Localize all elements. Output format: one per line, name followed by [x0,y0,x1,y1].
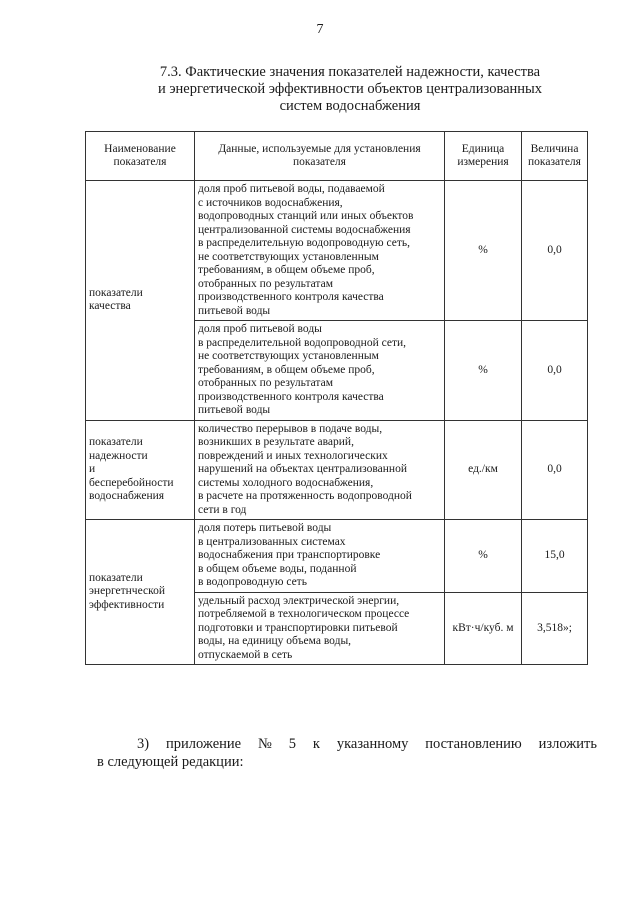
row-unit: % [445,520,522,593]
row-data-text: удельный расход электрической энергии, потребляемой в технологическом процессе подготовки и транспортировки питьевой воды, на единицу объема воды, отпускаемой в сеть [195,592,445,665]
paragraph-word: постановлению [425,736,522,752]
table-header-row [86,132,588,181]
table-row [86,520,588,593]
row-data-text: количество перерывов в подаче воды, возникших в результате аварий, повреждений и иных технологических нарушений на объектах централизованной системы холодного водоснабжения, в расчете на протяженность водопроводной сети в год [195,420,445,520]
paragraph-first-line [97,735,597,753]
paragraph-word: изложить [538,736,597,752]
paragraph-word: к [312,736,320,752]
header-indicator-name: Наименование показателя [86,132,195,181]
row-value: 15,0 [522,520,588,593]
paragraph-word: № [258,736,272,752]
paragraph-word: указанному [336,736,409,752]
row-value: 3,518»; [522,592,588,665]
paragraph-word: 5 [288,736,296,752]
row-data-text: доля проб питьевой воды, подаваемой с источников водоснабжения, водопроводных станций или иных объектов централизованной системы водоснабжения в распределительную водопроводную сеть, не соответствующих установленным требованиям, в общем объеме проб, отобранных по результатам производственного контроля качества питьевой воды [195,181,445,321]
header-value: Величина показателя [522,132,588,181]
header-unit: Единица измерения [445,132,522,181]
section-title-line: систем водоснабжения [279,98,421,114]
row-data-text: доля проб питьевой воды в распределительной водопроводной сети, не соответствующих установленным требованиям, в общем объеме проб, отобранных по результатам производственного контроля качества питьевой воды [195,321,445,421]
page-number: 7 [316,22,324,37]
table-row [86,420,588,520]
row-unit: % [445,321,522,421]
row-value: 0,0 [522,181,588,321]
row-unit: ед./км [445,420,522,520]
indicators-table [85,131,588,665]
group-name-energy-efficiency: показатели энергетнческой эффективности [86,520,195,665]
paragraph-word: приложение [165,736,242,752]
body-paragraph [97,735,597,771]
row-data-text: доля потерь питьевой воды в централизованных системах водоснабжения при транспортировке в общем объеме воды, поданной в водопроводную сеть [195,520,445,593]
row-value: 0,0 [522,420,588,520]
row-unit: кВт·ч/куб. м [445,592,522,665]
paragraph-second-line: в следующей редакции: [97,754,244,770]
header-source-data: Данные, используемые для установления показателя [195,132,445,181]
section-title [110,64,590,115]
group-name-quality: показатели качества [86,181,195,421]
paragraph-word: 3) [137,736,150,752]
section-title-line: 7.3. Фактические значения показателей надежности, качества [159,64,541,80]
table-row [86,181,588,321]
section-title-line: и энергетической эффективности объектов централизованных [157,81,543,97]
group-name-reliability: показатели надежности и бесперебойности водоснабжения [86,420,195,520]
row-value: 0,0 [522,321,588,421]
row-unit: % [445,181,522,321]
